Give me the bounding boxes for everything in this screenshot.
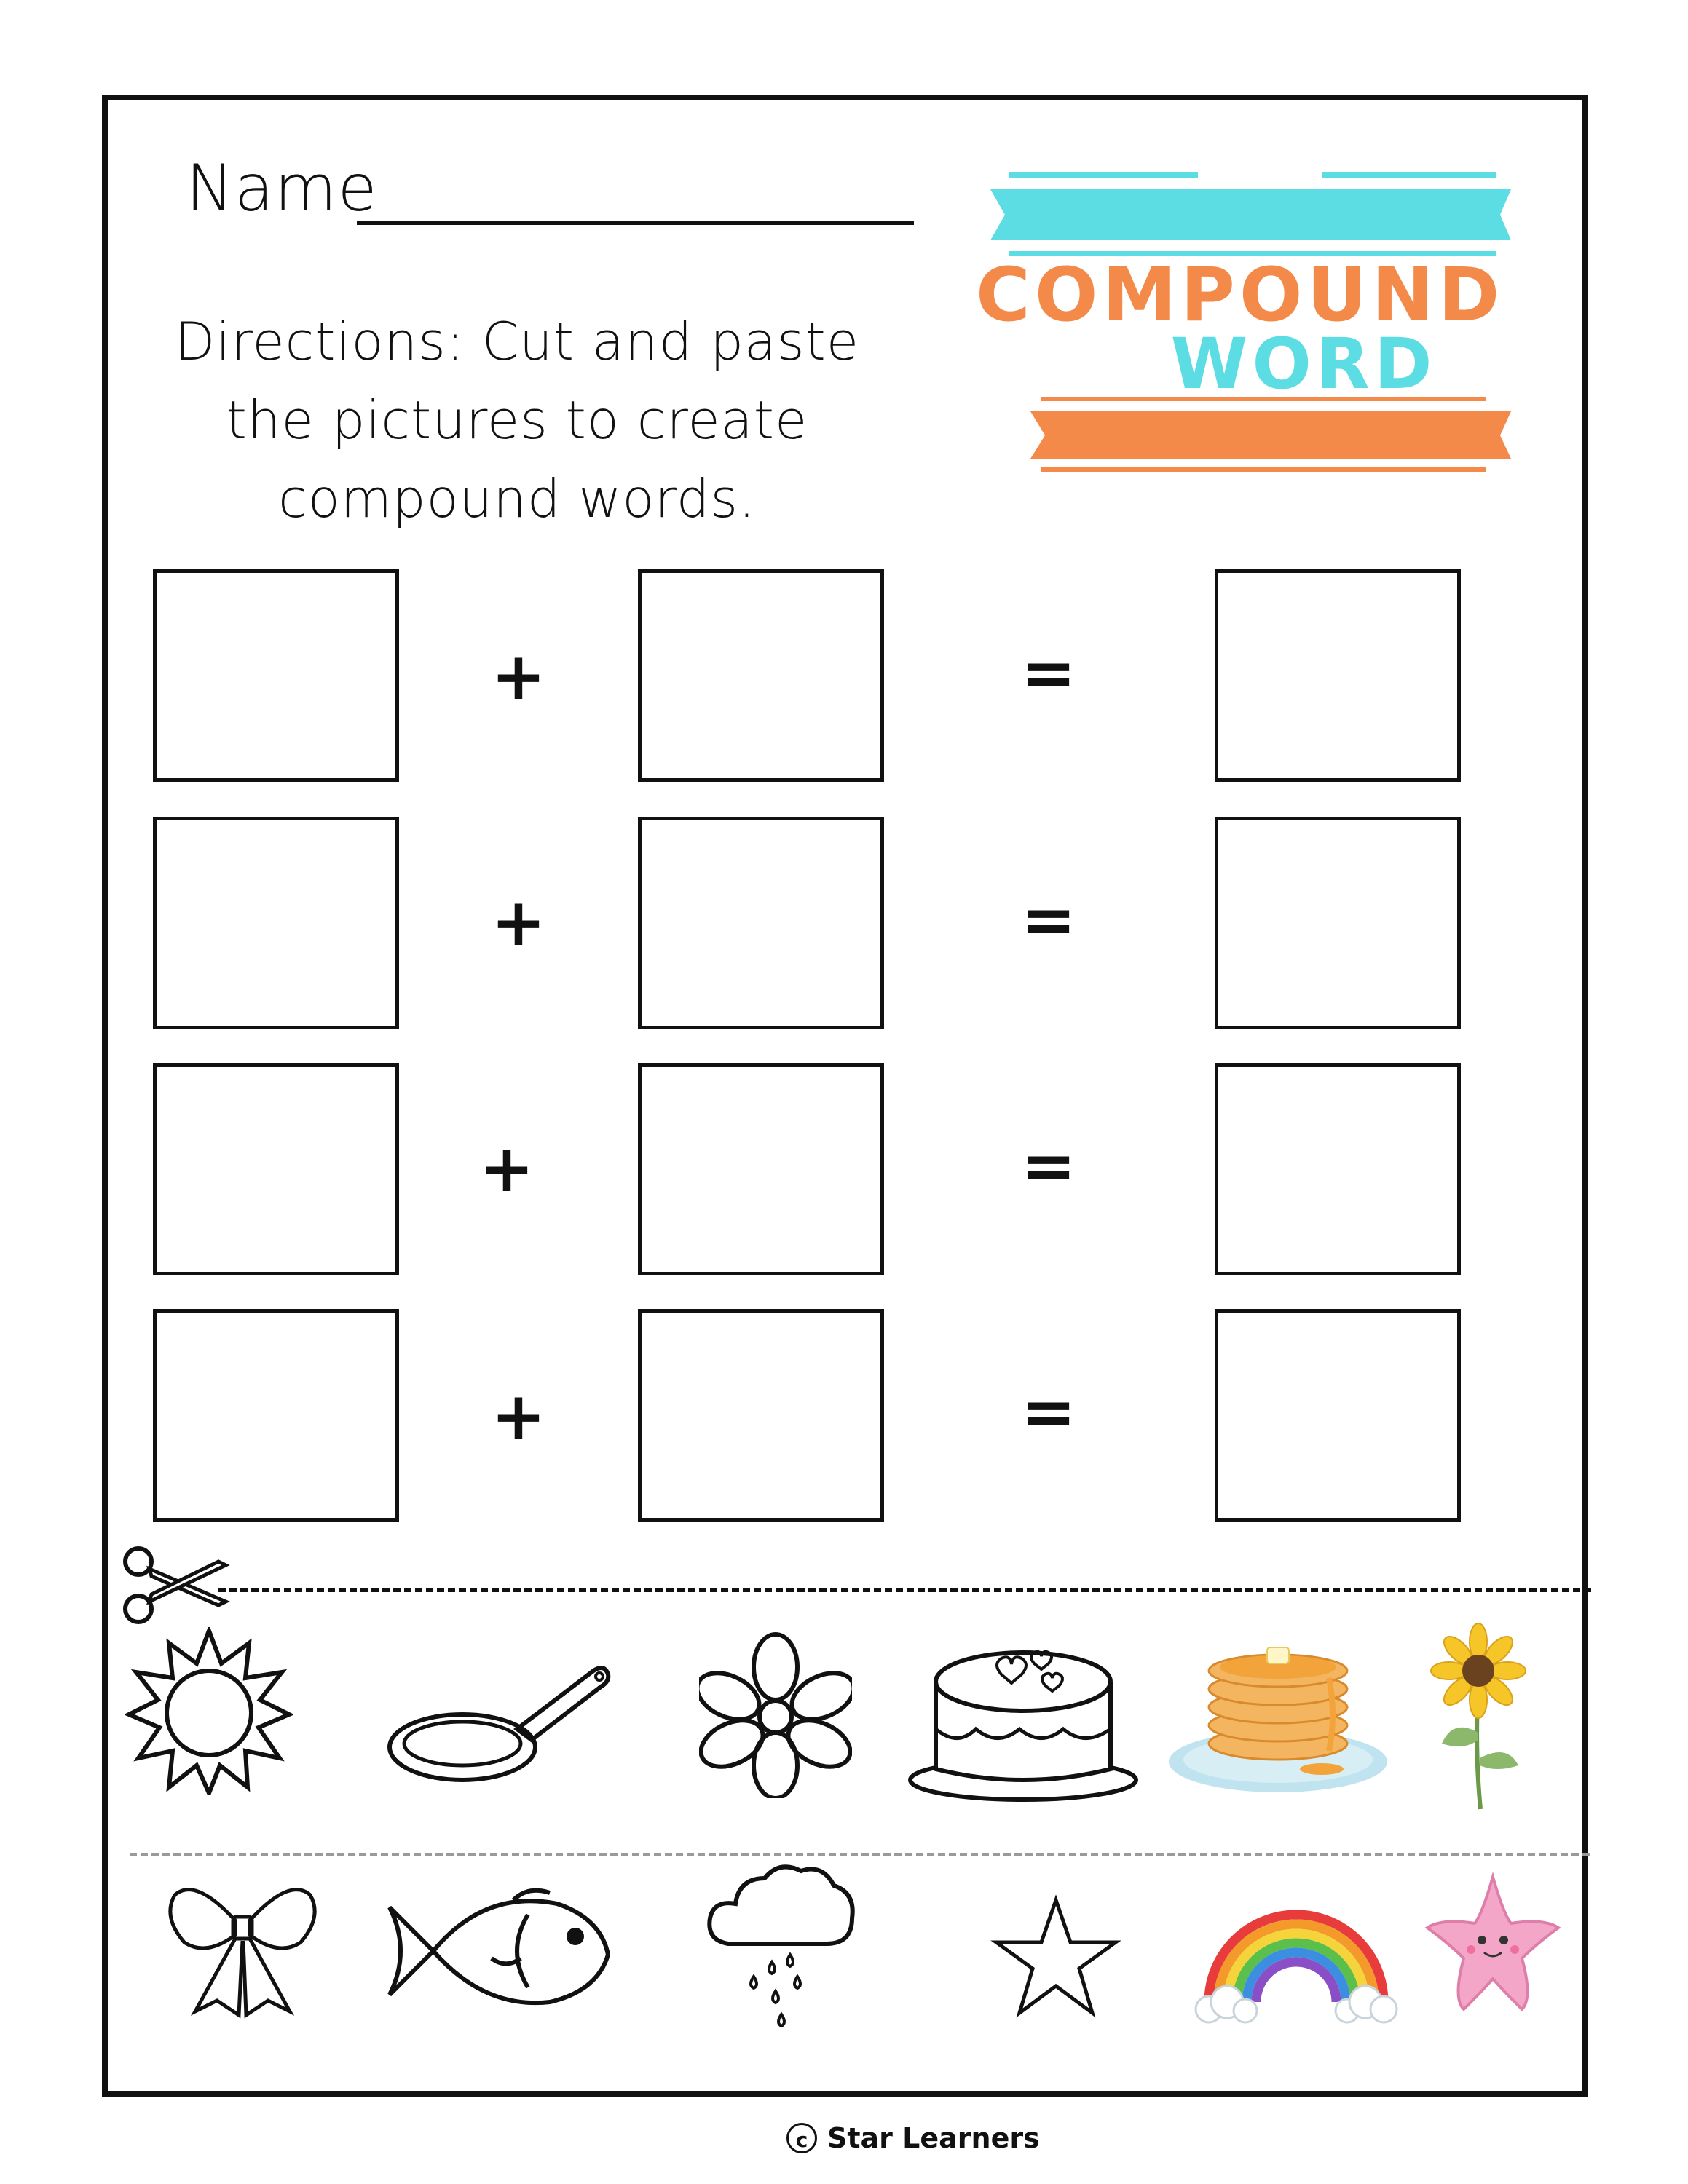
cake-icon[interactable] bbox=[907, 1645, 1140, 1802]
paste-box-row1-first[interactable] bbox=[153, 569, 399, 782]
paste-box-row2-result[interactable] bbox=[1215, 817, 1461, 1029]
paste-box-row4-first[interactable] bbox=[153, 1309, 399, 1522]
paste-box-row3-result[interactable] bbox=[1215, 1063, 1461, 1275]
footer-credit bbox=[786, 2122, 1040, 2154]
paste-box-row4-second[interactable] bbox=[638, 1309, 884, 1522]
flower-icon[interactable] bbox=[699, 1631, 852, 1798]
equals-sign: = bbox=[1021, 635, 1076, 711]
paste-box-row4-result[interactable] bbox=[1215, 1309, 1461, 1522]
sunflower-image[interactable] bbox=[1424, 1623, 1533, 1813]
equals-sign: = bbox=[1021, 1374, 1076, 1450]
logo-word-text: WORD bbox=[1170, 323, 1437, 405]
bow-icon[interactable] bbox=[166, 1877, 319, 2022]
paste-box-row1-result[interactable] bbox=[1215, 569, 1461, 782]
paste-box-row3-first[interactable] bbox=[153, 1063, 399, 1275]
pancakes-image[interactable] bbox=[1165, 1634, 1391, 1795]
paste-box-row3-second[interactable] bbox=[638, 1063, 884, 1275]
sun-icon[interactable] bbox=[125, 1627, 293, 1795]
name-label: Name bbox=[186, 151, 378, 226]
plus-sign: + bbox=[491, 885, 546, 961]
frying-pan-icon[interactable] bbox=[382, 1649, 615, 1795]
plus-sign: + bbox=[479, 1131, 535, 1207]
footer-brand: Star Learners bbox=[827, 2122, 1040, 2154]
plus-sign: + bbox=[491, 1378, 546, 1455]
paste-box-row2-first[interactable] bbox=[153, 817, 399, 1029]
paste-box-row2-second[interactable] bbox=[638, 817, 884, 1029]
rain-cloud-icon[interactable] bbox=[703, 1860, 859, 2035]
star-icon[interactable] bbox=[990, 1893, 1121, 2024]
copyright-icon: c bbox=[786, 2123, 817, 2153]
logo-compound-text: COMPOUND bbox=[976, 252, 1504, 339]
name-input-line[interactable] bbox=[357, 221, 914, 225]
rainbow-image[interactable] bbox=[1194, 1893, 1398, 2031]
paste-box-row1-second[interactable] bbox=[638, 569, 884, 782]
plus-sign: + bbox=[491, 638, 546, 715]
fish-icon[interactable] bbox=[382, 1878, 615, 2024]
starfish-image[interactable] bbox=[1420, 1871, 1566, 2017]
directions-text: Directions: Cut and paste the pictures to create compound words. bbox=[174, 311, 860, 529]
cut-line bbox=[218, 1588, 1591, 1592]
separator-line bbox=[130, 1853, 1590, 1856]
equals-sign: = bbox=[1021, 882, 1076, 958]
scissors-icon bbox=[117, 1543, 233, 1631]
equals-sign: = bbox=[1021, 1128, 1076, 1204]
